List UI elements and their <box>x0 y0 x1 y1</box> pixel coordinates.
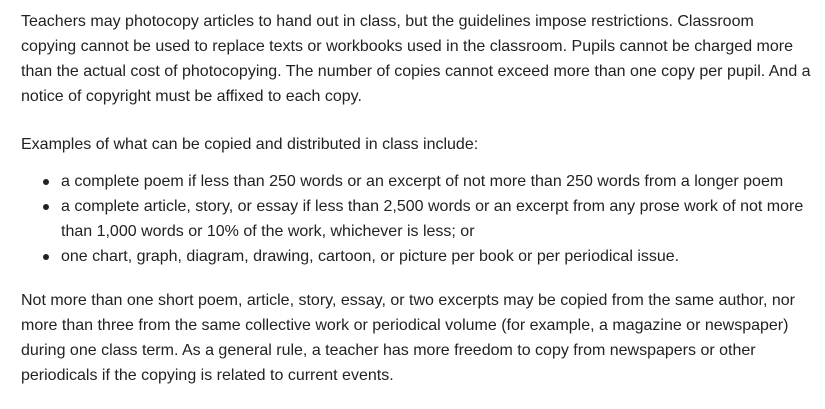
bullet-icon <box>43 254 49 260</box>
list-item-text: a complete poem if less than 250 words or an excerpt of not more than 250 words from a longer poem <box>61 173 784 190</box>
examples-lead-paragraph: Examples of what can be copied and distributed in class include: <box>21 136 479 153</box>
examples-list <box>21 169 813 269</box>
list-item <box>61 194 813 244</box>
bullet-icon <box>43 204 49 210</box>
closing-paragraph: Not more than one short poem, article, story, essay, or two excerpts may be copied from the same author, nor more than three from the same collective work or periodical volume (for example, a magazine or newspaper) during one class term. As a general rule, a teacher has more freedom to copy from newspapers or other periodicals if the copying is related to current events. <box>21 292 795 384</box>
list-item-text: a complete article, story, or essay if less than 2,500 words or an excerpt from any prose work of not more than 1,000 words or 10% of the work, whichever is less; or <box>61 198 804 240</box>
list-item <box>61 169 813 194</box>
intro-paragraph: Teachers may photocopy articles to hand out in class, but the guidelines impose restrictions. Classroom copying cannot be used to replace texts or workbooks used in the classroom. Pupils cannot be charged more than the actual cost of photocopying. The number of copies cannot exceed more than one copy per pupil. And a notice of copyright must be affixed to each copy. <box>21 13 811 105</box>
list-item <box>61 244 813 269</box>
bullet-icon <box>43 179 49 185</box>
list-item-text: one chart, graph, diagram, drawing, cartoon, or picture per book or per periodical issue. <box>61 248 680 265</box>
